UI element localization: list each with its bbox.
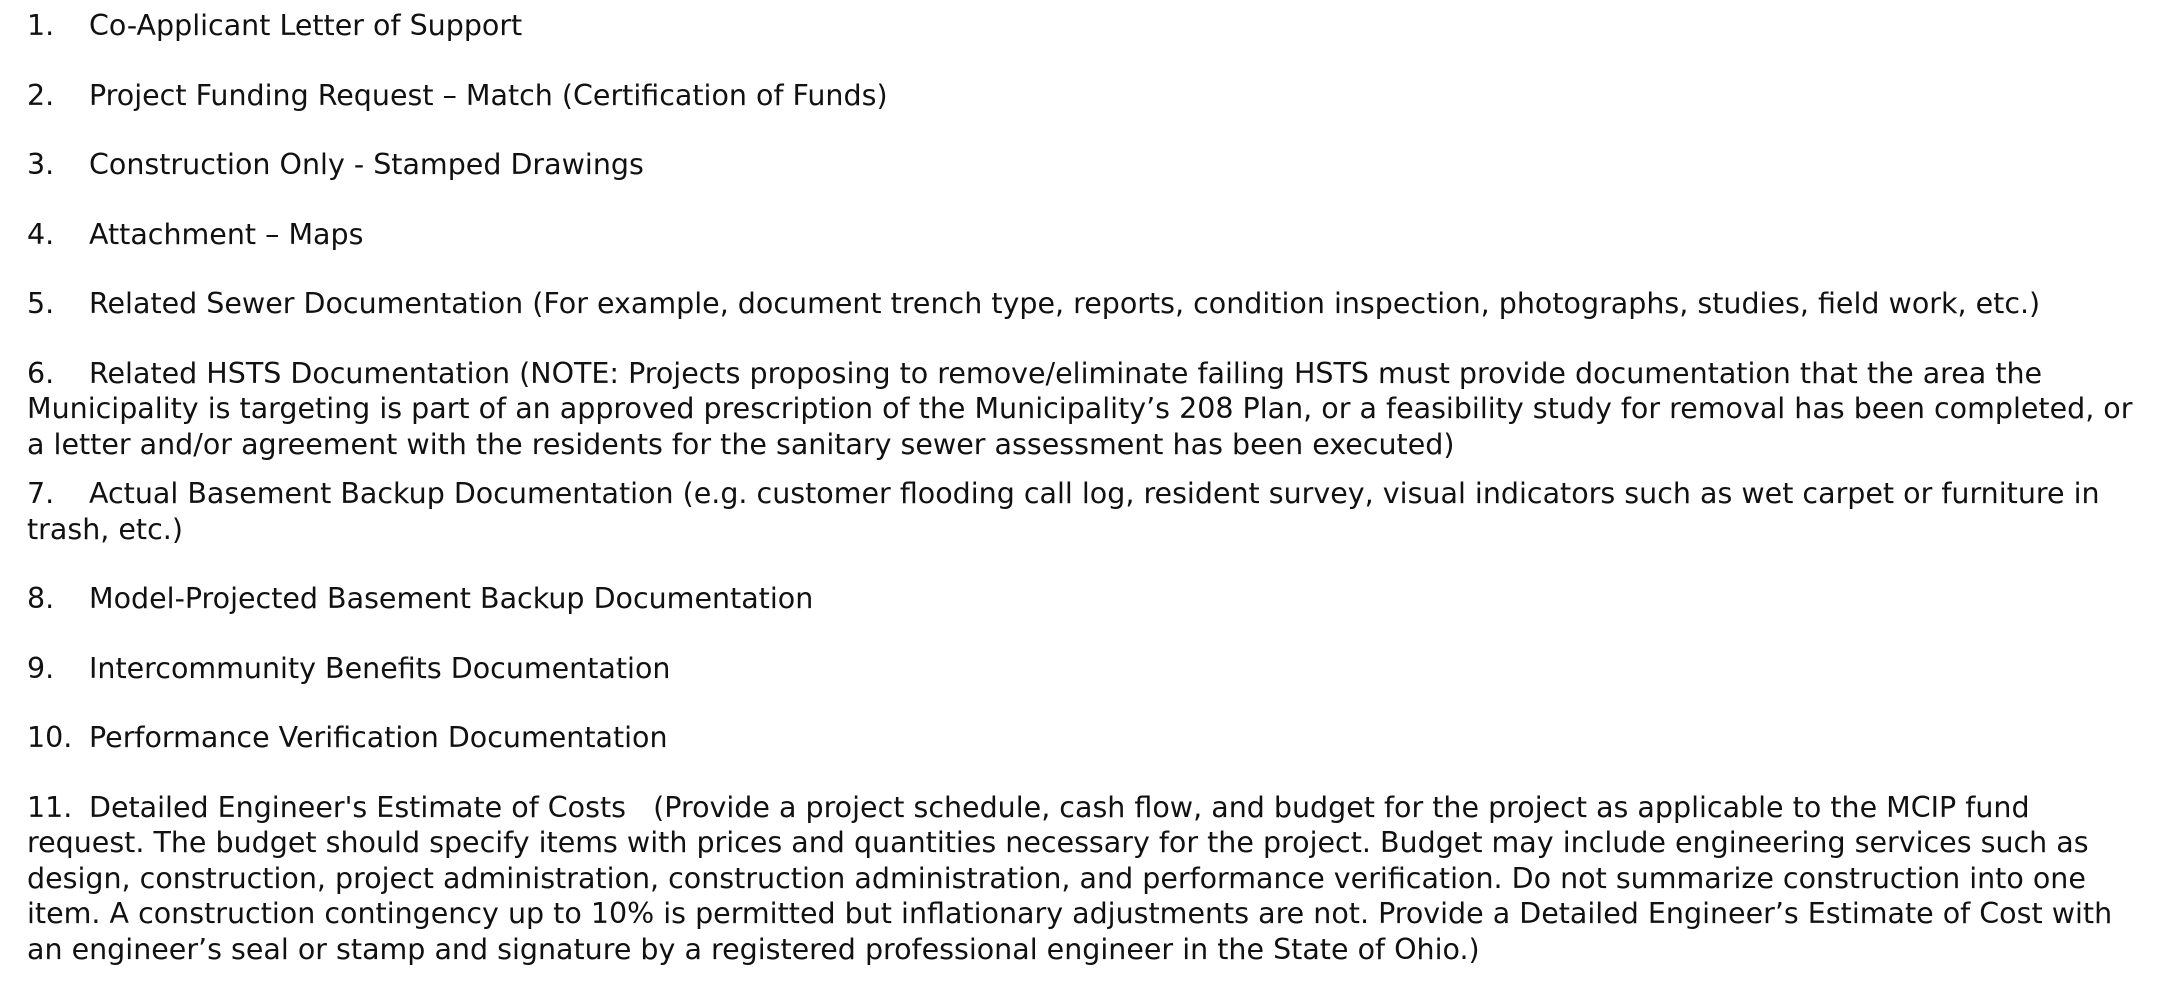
list-item-number: 5. (27, 287, 55, 320)
list-item-number: 9. (27, 651, 55, 685)
list-item-number: 8. (27, 582, 55, 615)
list-item-number: 6. (27, 356, 55, 390)
list-item-number: 3. (27, 148, 55, 181)
list-item-number: 1. (27, 9, 55, 42)
list-item-text: Actual Basement Backup Documentation (e.g. customer flooding call log, resident survey, visual indicators such as wet carpet or furniture in trash, etc.) (27, 477, 2100, 546)
list-item-8 (27, 581, 2137, 617)
list-item-text: Attachment – Maps (89, 217, 364, 251)
list-item-1 (27, 8, 2137, 44)
list-item-text: Construction Only - Stamped Drawings (89, 148, 644, 181)
list-item-text: Performance Verification Documentation (89, 721, 668, 754)
list-item-5 (27, 286, 2137, 322)
attachment-list (27, 8, 2137, 967)
list-item-7 (27, 476, 2137, 547)
list-item-number: 4. (27, 217, 55, 251)
list-item-text: Intercommunity Benefits Documentation (89, 651, 671, 685)
list-item-6 (27, 356, 2137, 463)
list-item-text: Co-Applicant Letter of Support (89, 9, 523, 42)
list-item-number: 11. (27, 790, 73, 824)
list-item-text: Related Sewer Documentation (For example, document trench type, reports, condition inspection, photographs, studies, field work, etc.) (89, 287, 2041, 320)
list-item-text: Model-Projected Basement Backup Documentation (89, 582, 814, 615)
list-item-number: 10. (27, 721, 73, 754)
list-item-3 (27, 147, 2137, 183)
list-item-number: 7. (27, 477, 55, 510)
list-item-text: Project Funding Request – Match (Certification of Funds) (89, 78, 888, 112)
list-item-text: Detailed Engineer's Estimate of Costs (Provide a project schedule, cash flow, and budget for the project as applicable to the MCIP fund request. The budget should specify items with prices and quantities necessary for the project. Budget may include engineering services such as design, construction, project administration, construction administration, and performance verification. Do not summarize construction into one item. A construction contingency up to 10% is permitted but inflationary adjustments are not. Provide a Detailed Engineer’s Estimate of Cost with an engineer’s seal or stamp and signature by a registered professional engineer in the State of Ohio.) (27, 790, 2122, 966)
list-item-11 (27, 790, 2137, 968)
list-item-10 (27, 720, 2137, 756)
list-item-text: Related HSTS Documentation (NOTE: Projects proposing to remove/eliminate failing HSTS must provide documentation that the area the Municipality is targeting is part of an approved prescription of the Municipality’s 208 Plan, or a feasibility study for removal has been completed, or a letter and/or agreement with the residents for the sanitary sewer assessment has been executed) (27, 356, 2133, 461)
list-item-2 (27, 78, 2137, 114)
list-item-4 (27, 217, 2137, 253)
list-item-9 (27, 651, 2137, 687)
list-item-number: 2. (27, 78, 55, 112)
